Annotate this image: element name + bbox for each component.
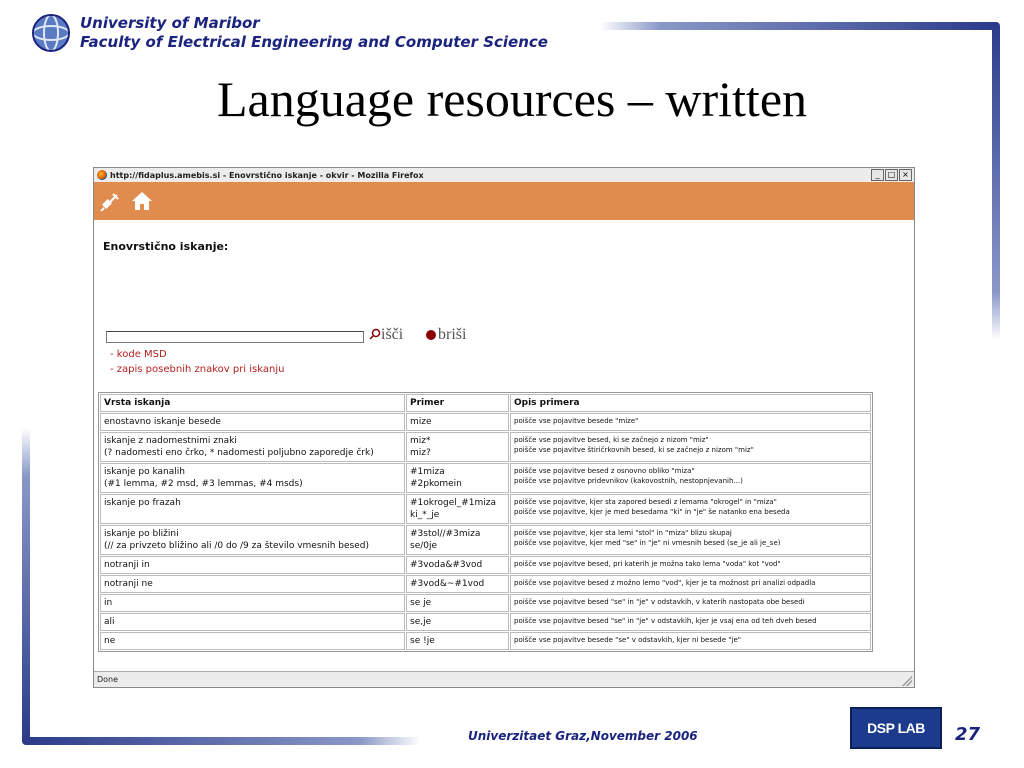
cell-example-line: mize [410, 417, 432, 427]
table-row [100, 556, 871, 574]
decorative-bar-left [22, 428, 30, 744]
cell-search-type-line: (#1 lemma, #2 msd, #3 lemmas, #4 msds) [104, 479, 303, 489]
cell-example [406, 575, 509, 593]
cell-search-type-line: ali [104, 617, 115, 627]
cell-example-line: se,je [410, 617, 432, 627]
cell-description-line: poišče vse pojavitve besed z osnovno obliko "miza" [514, 467, 695, 475]
cell-description [510, 432, 871, 462]
column-header: Primer [406, 394, 509, 412]
cell-description-line: poišče vse pojavitve besed "se" in "je" v odstavkih, kjer je vsaj ena od teh dveh besed [514, 617, 817, 625]
site-toolbar [94, 182, 914, 220]
cell-search-type-line: (// za privzeto bližino ali /0 do /9 za število vmesnih besed) [104, 541, 369, 551]
table-body [100, 413, 871, 650]
cell-example [406, 463, 509, 493]
browser-window [93, 167, 915, 688]
window-title: http://fidaplus.amebis.si - Enovrstično iskanje - okvir - Mozilla Firefox [110, 170, 424, 180]
cell-description [510, 525, 871, 555]
minimize-button[interactable]: _ [871, 169, 884, 181]
cell-example-line: se/0je [410, 541, 438, 551]
cell-search-type [100, 632, 405, 650]
cell-search-type-line: iskanje po frazah [104, 498, 181, 508]
resize-grip-icon[interactable] [902, 676, 912, 686]
table-row [100, 463, 871, 493]
university-header [80, 14, 548, 52]
firefox-icon [97, 170, 107, 180]
cell-example-line: ki_*_je [410, 510, 440, 520]
faculty-name: Faculty of Electrical Engineering and Computer Science [80, 33, 548, 51]
cell-search-type [100, 613, 405, 631]
table-row [100, 575, 871, 593]
status-bar [94, 671, 914, 687]
search-button[interactable] [369, 326, 403, 344]
link-special-chars[interactable]: - zapis posebnih znakov pri iskanju [110, 364, 285, 375]
cell-search-type-line: iskanje po kanalih [104, 467, 185, 477]
window-controls [871, 169, 912, 181]
table-row [100, 632, 871, 650]
cell-description [510, 632, 871, 650]
cell-example [406, 413, 509, 431]
home-icon[interactable] [130, 190, 154, 212]
cell-description [510, 594, 871, 612]
cell-search-type [100, 575, 405, 593]
slide-title: Language resources – written [216, 71, 808, 127]
cell-search-type-line: notranji ne [104, 579, 153, 589]
cell-description-line: poišče vse pojavitve besed, ki se začnejo z nizom "miz" [514, 436, 709, 444]
cell-search-type-line: iskanje z nadomestnimi znaki [104, 436, 237, 446]
footer-text: Univerzitaet Graz,November 2006 [468, 729, 698, 743]
maximize-button[interactable]: □ [885, 169, 898, 181]
table-header-row [100, 394, 871, 412]
table-row [100, 613, 871, 631]
cell-description-line: poišče vse pojavitve, kjer sta zapored besedi z lemama "okrogel" in "miza" [514, 498, 777, 506]
cell-example [406, 556, 509, 574]
cell-example-line: #1miza [410, 467, 445, 477]
cell-description [510, 463, 871, 493]
university-logo-icon [30, 12, 72, 54]
cell-search-type [100, 463, 405, 493]
table-row [100, 494, 871, 524]
cell-description-line: poišče vse pojavitve, kjer med "se" in "je" ni vmesnih besed (se_je ali je_se) [514, 539, 781, 547]
page-content [94, 220, 914, 669]
cell-example [406, 432, 509, 462]
decorative-bar-bottom [22, 737, 420, 745]
cell-search-type-line: in [104, 598, 113, 608]
cell-search-type [100, 556, 405, 574]
dsp-lab-logo-text: DSP LAB [867, 720, 925, 736]
cell-example [406, 594, 509, 612]
clear-button-label: briši [438, 326, 467, 343]
page-heading: Enovrstično iskanje: [103, 240, 229, 253]
cell-search-type-line: ne [104, 636, 116, 646]
cell-search-type [100, 413, 405, 431]
cell-example-line: miz* [410, 436, 431, 446]
status-text: Done [97, 675, 119, 684]
search-icon [369, 328, 381, 340]
cell-example-line: se je [410, 598, 432, 608]
dsp-lab-logo [850, 707, 942, 749]
cell-description [510, 575, 871, 593]
cell-example-line: #3stol//#3miza [410, 529, 481, 539]
column-header: Vrsta iskanja [100, 394, 405, 412]
cell-description-line: poišče vse pojavitve besed "se" in "je" v odstavkih, v katerih nastopata obe besedi [514, 598, 805, 606]
cell-example-line: #1okrogel_#1miza [410, 498, 497, 508]
cell-description-line: poišče vse pojavitve, kjer sta lemi "stol" in "miza" blizu skupaj [514, 529, 732, 537]
cell-search-type-line: iskanje po bližini [104, 529, 179, 539]
help-links [110, 347, 284, 377]
cell-description [510, 613, 871, 631]
university-name: University of Maribor [80, 14, 260, 32]
cell-example [406, 494, 509, 524]
cell-example [406, 613, 509, 631]
page-number: 27 [955, 724, 981, 745]
cell-description-line: poišče vse pojavitve besede "mize" [514, 417, 639, 425]
cell-example-line: #3vod&~#1vod [410, 579, 485, 589]
cell-search-type [100, 525, 405, 555]
cell-example-line: #2pkomein [410, 479, 462, 489]
clear-button[interactable] [426, 326, 466, 344]
cell-example-line: miz? [410, 448, 431, 458]
table-row [100, 594, 871, 612]
cell-description-line: poišče vse pojavitve pridevnikov (kakovostnih, nestopnjevanih...) [514, 477, 743, 485]
cell-search-type [100, 594, 405, 612]
cell-example [406, 632, 509, 650]
cell-search-type [100, 432, 405, 462]
cell-example-line: #3voda&#3vod [410, 560, 483, 570]
window-titlebar[interactable] [94, 168, 914, 182]
cell-description-line: poišče vse pojavitve besed, pri katerih je možna tako lema "voda" kot "vod" [514, 560, 781, 568]
cell-search-type [100, 494, 405, 524]
cell-description-line: poišče vse pojavitve besede "se" v odstavkih, kjer ni besede "je" [514, 636, 741, 644]
search-types-table [98, 392, 873, 652]
table-row [100, 525, 871, 555]
close-button[interactable]: × [899, 169, 912, 181]
link-msd-codes[interactable]: - kode MSD [110, 349, 167, 360]
cell-description [510, 494, 871, 524]
cell-description [510, 556, 871, 574]
cell-search-type-line: (? nadomesti eno črko, * nadomesti poljubno zaporedje črk) [104, 448, 374, 458]
cell-description-line: poišče vse pojavitve besed z možno lemo "vod", kjer je ta možnost pri analizi odpadla [514, 579, 816, 587]
search-button-label: išči [381, 326, 404, 343]
search-input[interactable] [106, 331, 364, 343]
table-row [100, 413, 871, 431]
cell-description-line: poišče vse pojavitve štiričrkovnih besed, ki se začnejo z nizom "miz" [514, 446, 754, 454]
cell-search-type-line: enostavno iskanje besede [104, 417, 221, 427]
cell-description-line: poišče vse pojavitve, kjer je med besedama "ki" in "je" še natanko ena beseda [514, 508, 790, 516]
table-row [100, 432, 871, 462]
cell-description [510, 413, 871, 431]
column-header: Opis primera [510, 394, 871, 412]
cell-example [406, 525, 509, 555]
bomb-icon [426, 330, 436, 340]
cell-example-line: se !je [410, 636, 435, 646]
cell-search-type-line: notranji in [104, 560, 150, 570]
plug-icon[interactable] [100, 190, 122, 212]
decorative-bar-top [600, 22, 998, 30]
